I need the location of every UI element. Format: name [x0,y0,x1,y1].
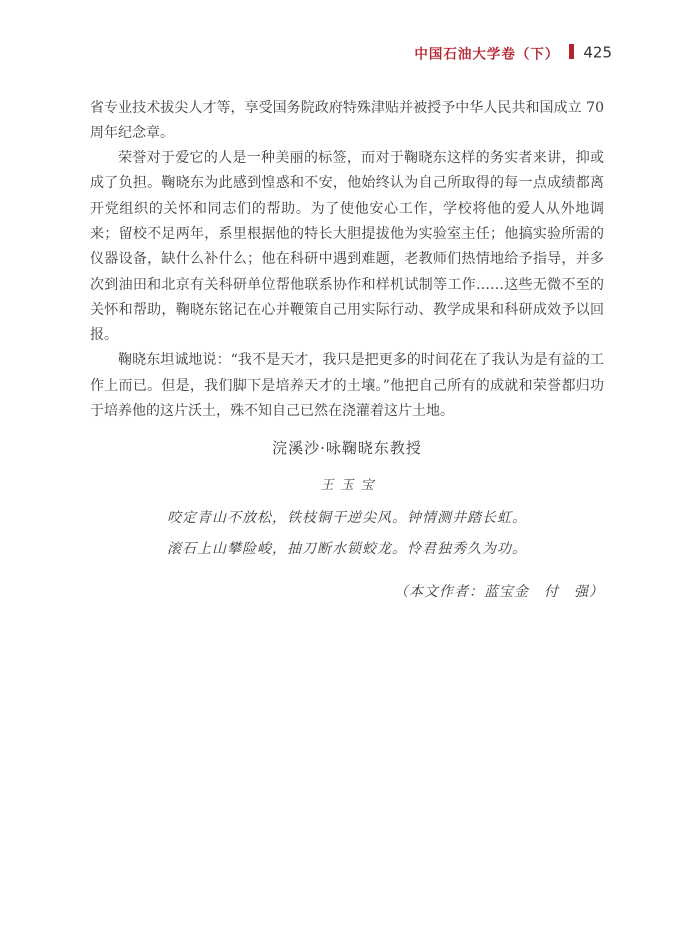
paragraph: 鞠晓东坦诚地说：“我不是天才，我只是把更多的时间花在了我认为是有益的工作上而已。但是，我们脚下是培养天才的土壤。”他把自己所有的成就和荣誉都归功于培养他的这片沃土，殊不知自己已然在浇灌着这片土地。 [90,352,604,420]
page-number: 425 [583,43,612,62]
paragraph-continued: 省专业技术拔尖人才等，享受国务院政府特殊津贴并被授予中华人民共和国成立 70 周年纪念章。 [90,99,604,141]
article-body [90,96,604,602]
poem-title: 浣溪沙·咏鞠晓东教授 [272,439,422,458]
poem-author: 王玉宝 [320,478,381,494]
paragraph: 荣誉对于爱它的人是一种美丽的标签，而对于鞠晓东这样的务实者来讲，抑或成了负担。鞠晓东为此感到惶惑和不安，他始终认为自己所取得的每一点成绩都离开党组织的关怀和同志们的帮助。为了使他安心工作，学校将他的爱人从外地调来；留校不足两年，系里根据他的特长大胆提拔他为实验室主任；他搞实验所需的仪器设备，缺什么补什么；他在科研中遇到难题，老教师们热情地给予指导，并多次到油田和北京有关科研单位帮他联系协作和样机试制等工作……这些无微不至的关怀和帮助，鞠晓东铭记在心并鞭策自己用实际行动、教学成果和科研成效予以回报。 [90,150,604,344]
attribution: （本文作者：蓝宝金 付 强） [394,584,604,601]
poem-line: 滚石上山攀险峻，抽刀断水锁蛟龙。怜君独秀久为功。 [167,541,527,558]
header-divider-bar [569,44,574,59]
poem-line: 咬定青山不放松，铁枝铜干逆尖风。钟情测井踏长虹。 [167,510,527,527]
running-head-title: 中国石油大学卷（下） [414,46,560,63]
running-head [0,0,680,63]
